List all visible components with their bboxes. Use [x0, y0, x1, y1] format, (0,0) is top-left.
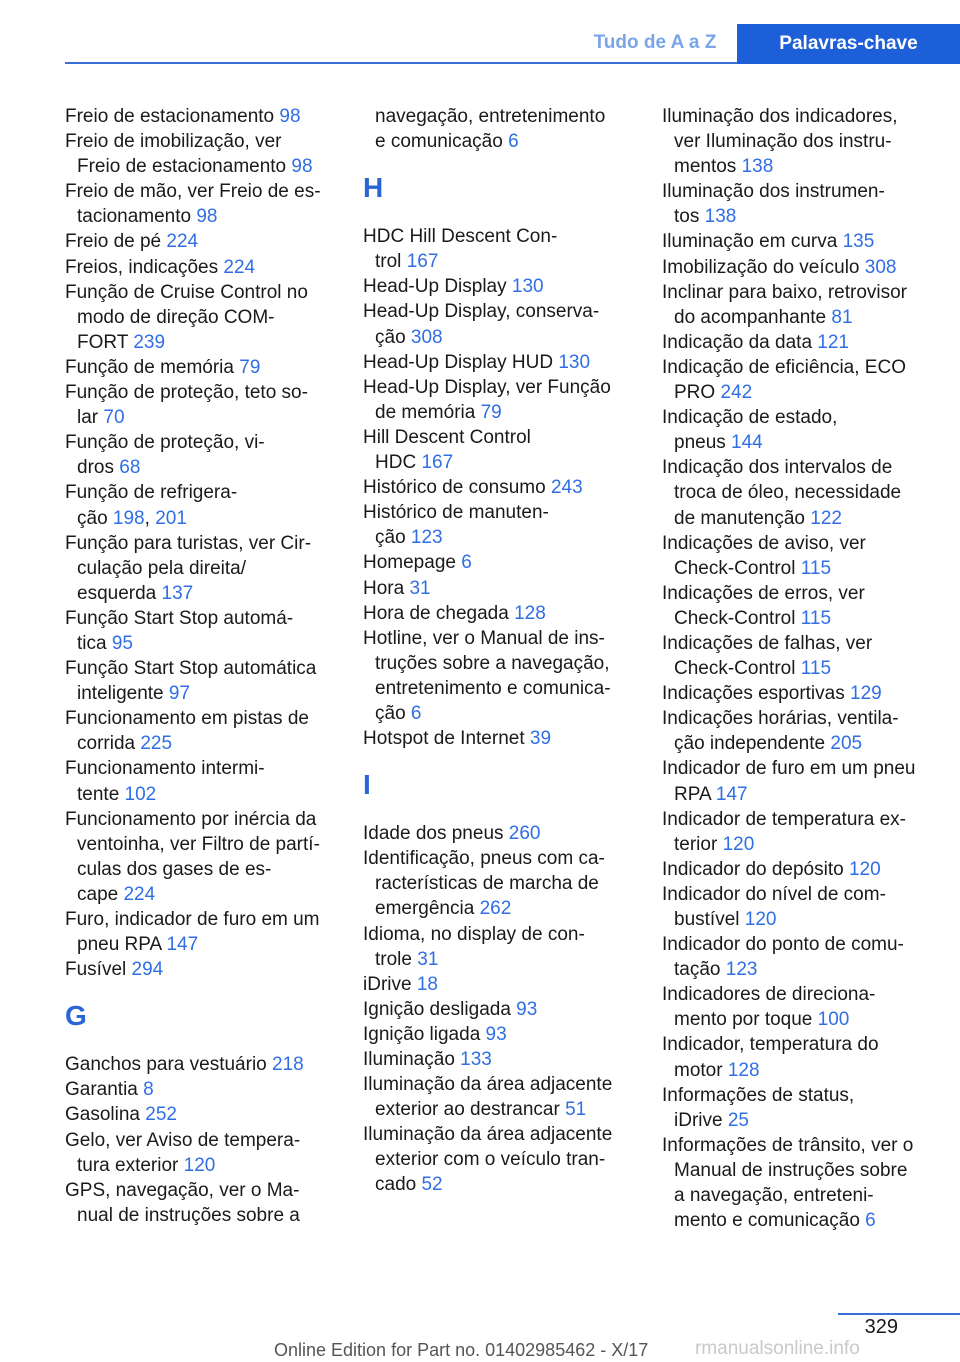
- page-link[interactable]: 167: [406, 251, 439, 273]
- entry-term: Informações de trânsito, ver o Manual de instruções sobre a navegação, entreteni- mento e comunicação: [662, 1134, 914, 1232]
- index-entry[interactable]: [662, 104, 940, 179]
- page-link[interactable]: 98: [291, 156, 313, 178]
- page-link[interactable]: 115: [800, 557, 832, 579]
- index-entry[interactable]: [363, 626, 641, 726]
- index-column-1: [65, 104, 343, 1228]
- page-link[interactable]: 98: [196, 206, 218, 228]
- entry-term: Função de proteção, teto so- lar: [65, 382, 308, 429]
- index-entry[interactable]: [363, 299, 641, 349]
- entry-term: Indicações de falhas, ver Check-Control: [662, 632, 873, 680]
- index-entry[interactable]: [65, 1052, 343, 1077]
- index-entry[interactable]: [363, 821, 641, 846]
- index-entry[interactable]: [65, 104, 343, 129]
- entry-term: Furo, indicador de furo em um pneu RPA: [65, 909, 320, 956]
- page-link[interactable]: 123: [410, 527, 443, 549]
- index-entry[interactable]: [662, 255, 940, 280]
- entry-term: Histórico de manuten- ção: [363, 502, 549, 549]
- page-link[interactable]: 79: [480, 401, 502, 423]
- page-link[interactable]: 130: [511, 276, 544, 298]
- page-link[interactable]: 115: [800, 658, 832, 680]
- index-entry[interactable]: [65, 430, 343, 480]
- index-entry[interactable]: [662, 1032, 940, 1082]
- entry-term: Freios, indicações: [65, 256, 224, 278]
- entry-term: Head-Up Display, ver Função de memória: [363, 376, 611, 423]
- index-entry[interactable]: [662, 455, 940, 530]
- index-entry[interactable]: [662, 1133, 940, 1233]
- watermark: rmanualsonline.info: [695, 1338, 860, 1359]
- entry-term: Iluminação da área adjacente exterior com o veículo tran- cado: [363, 1124, 613, 1196]
- index-entry[interactable]: [363, 601, 641, 626]
- page-link[interactable]: 138: [704, 206, 737, 228]
- entry-term: Indicação de eficiência, ECO PRO: [662, 356, 906, 404]
- index-entry[interactable]: [65, 1102, 343, 1127]
- page-link[interactable]: 120: [183, 1154, 216, 1176]
- page-link[interactable]: 97: [168, 683, 191, 705]
- entry-term: Função Start Stop automá- tica: [65, 607, 294, 654]
- entry-term: Informações de status, iDrive: [662, 1084, 855, 1131]
- page-link[interactable]: 102: [124, 783, 157, 805]
- index-entry[interactable]: [65, 807, 343, 907]
- index-entry[interactable]: [363, 425, 641, 475]
- entry-term: Idade dos pneus: [363, 823, 509, 845]
- section-letter: I: [363, 769, 371, 801]
- index-entry[interactable]: [65, 907, 343, 957]
- index-entry[interactable]: [363, 726, 641, 751]
- page-link[interactable]: 25: [727, 1109, 749, 1131]
- page-link[interactable]: 225: [140, 733, 173, 755]
- index-entry[interactable]: [662, 405, 940, 455]
- page-link[interactable]: 115: [800, 607, 832, 629]
- entry-term: Função de refrigera- ção: [65, 482, 238, 529]
- index-entry[interactable]: [363, 500, 641, 550]
- page-link[interactable]: 120: [744, 909, 777, 930]
- index-entry[interactable]: [662, 355, 940, 405]
- index-entry[interactable]: [65, 957, 343, 982]
- entry-term: Indicador do ponto de comu- tação: [662, 934, 904, 981]
- page-link[interactable]: 243: [550, 477, 583, 499]
- page-number: 329: [864, 1316, 898, 1338]
- page-link[interactable]: 122: [810, 507, 842, 529]
- entry-term: Ignição desligada: [363, 998, 517, 1020]
- page-link[interactable]: 137: [161, 582, 194, 604]
- section-letter: G: [65, 1000, 87, 1032]
- entry-term: Idioma, no display de con- trole: [363, 923, 585, 970]
- entry-term: Função de memória: [65, 356, 240, 378]
- entry-term: Fusível: [65, 959, 132, 981]
- entry-term: Indicadores de direciona- mento por toque: [662, 984, 876, 1031]
- page-link[interactable]: 201: [155, 507, 187, 529]
- entry-term: Head-Up Display HUD: [363, 351, 559, 373]
- page-link[interactable]: 68: [119, 457, 141, 479]
- index-entry[interactable]: [662, 229, 940, 254]
- index-entry[interactable]: [662, 280, 940, 330]
- page-link[interactable]: 6: [508, 131, 519, 153]
- entry-term: Identificação, pneus com ca- racterísticas de marcha de emergência: [363, 848, 605, 920]
- page-link[interactable]: 147: [166, 934, 199, 956]
- index-entry[interactable]: [662, 531, 940, 581]
- entry-term: Gelo, ver Aviso de tempera- tura exterior: [65, 1129, 301, 1176]
- index-entry[interactable]: [363, 972, 641, 997]
- index-entry[interactable]: [363, 1122, 641, 1197]
- entry-term: navegação, entretenimento e comunicação: [375, 106, 606, 153]
- entry-term: Head-Up Display, conserva- ção: [363, 301, 600, 348]
- entry-term: Homepage: [363, 552, 462, 574]
- page-link[interactable]: 128: [727, 1059, 760, 1081]
- index-entry[interactable]: [662, 756, 940, 806]
- page-link[interactable]: 6: [410, 702, 422, 724]
- entry-term: Indicações de erros, ver Check-Control: [662, 582, 865, 629]
- index-entry[interactable]: [65, 179, 343, 229]
- page-link[interactable]: 135: [842, 231, 875, 253]
- index-entry[interactable]: [662, 932, 940, 982]
- index-entry[interactable]: [363, 350, 641, 375]
- page-link[interactable]: 93: [516, 998, 538, 1020]
- page-link[interactable]: 252: [145, 1104, 177, 1126]
- entry-term: Ignição ligada: [363, 1023, 486, 1045]
- index-entry[interactable]: [65, 1178, 343, 1228]
- page-link[interactable]: 239: [133, 331, 166, 353]
- entry-term: Freio de mão, ver Freio de es- tacionamento: [65, 181, 321, 228]
- index-entry[interactable]: [363, 1072, 641, 1122]
- entry-term: Hotline, ver o Manual de ins- truções sobre a navegação, entretenimento e comunica- ção: [363, 627, 611, 724]
- tab-tudo-de-a-a-z[interactable]: Tudo de A a Z: [593, 32, 717, 53]
- index-entry[interactable]: [662, 807, 940, 857]
- index-entry[interactable]: [363, 274, 641, 299]
- page-link[interactable]: 260: [508, 823, 541, 845]
- entry-term: Iluminação dos indicadores, ver Iluminação dos instru- mentos: [662, 106, 898, 178]
- index-entry[interactable]: [363, 550, 641, 575]
- section-letter: H: [363, 172, 384, 204]
- edition-note: Online Edition for Part no. 01402985462 - X/17: [274, 1340, 649, 1360]
- page-link[interactable]: 218: [272, 1054, 304, 1076]
- entry-term: Indicador, temperatura do motor: [662, 1034, 879, 1081]
- index-entry[interactable]: [662, 330, 940, 355]
- entry-term: Freio de imobilização, ver Freio de estacionamento: [65, 131, 287, 178]
- entry-term: GPS, navegação, ver o Ma- nual de instruções sobre a: [65, 1179, 300, 1226]
- page-link[interactable]: 52: [421, 1174, 443, 1196]
- entry-term: Indicações horárias, ventila- ção independente: [662, 708, 899, 755]
- index-entry[interactable]: [662, 1083, 940, 1133]
- entry-term: Hora de chegada: [363, 602, 515, 624]
- index-entry[interactable]: [65, 606, 343, 656]
- page-link[interactable]: 242: [720, 382, 753, 404]
- page-link[interactable]: 147: [715, 783, 748, 805]
- entry-term: Freio de estacionamento: [65, 106, 280, 127]
- entry-term: Garantia: [65, 1079, 144, 1101]
- index-entry[interactable]: [662, 581, 940, 631]
- entry-term: Indicador do depósito: [662, 858, 849, 880]
- index-entry[interactable]: [65, 280, 343, 355]
- page-link[interactable]: 98: [279, 106, 301, 127]
- index-entry[interactable]: [363, 1047, 641, 1072]
- index-entry[interactable]: [662, 982, 940, 1032]
- page-link[interactable]: 70: [103, 407, 125, 429]
- entry-term: iDrive: [363, 973, 417, 995]
- entry-term: Imobilização do veículo: [662, 256, 865, 278]
- entry-term: Ganchos para vestuário: [65, 1054, 273, 1076]
- index-entry[interactable]: [65, 229, 343, 254]
- page-link[interactable]: 224: [166, 231, 199, 253]
- page-link[interactable]: 93: [485, 1023, 507, 1045]
- entry-term: Indicador do nível de com- bustível: [662, 883, 886, 930]
- entry-term: Indicações de aviso, ver Check-Control: [662, 532, 866, 579]
- page-link[interactable]: 224: [123, 883, 156, 905]
- page-link[interactable]: 51: [565, 1099, 587, 1121]
- page-link[interactable]: 128: [514, 602, 546, 624]
- page-link[interactable]: 8: [143, 1079, 154, 1101]
- page-link[interactable]: 123: [725, 959, 758, 981]
- entry-term: Head-Up Display: [363, 276, 512, 298]
- entry-term: Funcionamento intermi- tente: [65, 758, 265, 805]
- footer-rule: [838, 1313, 960, 1315]
- entry-term: Funcionamento por inércia da ventoinha, ver Filtro de partí- culas dos gases de es- cape: [65, 808, 320, 905]
- index-entry[interactable]: [65, 1077, 343, 1102]
- index-column-2: [363, 104, 641, 1198]
- entry-term: Freio de pé: [65, 231, 167, 253]
- entry-term: HDC Hill Descent Con- trol: [363, 226, 558, 273]
- page-link[interactable]: 205: [830, 733, 863, 755]
- index-entry[interactable]: [65, 756, 343, 806]
- entry-term: Inclinar para baixo, retrovisor do acompanhante: [662, 281, 907, 328]
- index-entry[interactable]: [65, 380, 343, 430]
- page-link[interactable]: 120: [722, 833, 755, 855]
- page-link[interactable]: 31: [417, 948, 439, 970]
- entry-term: Hill Descent Control HDC: [363, 426, 531, 474]
- index-entry[interactable]: Função de refrigera- ção 198, 201: [65, 482, 238, 529]
- index-entry[interactable]: [363, 375, 641, 425]
- index-entry[interactable]: [65, 531, 343, 606]
- page-link[interactable]: 308: [410, 326, 443, 348]
- index-entry[interactable]: [65, 355, 343, 380]
- page-link[interactable]: 121: [817, 331, 849, 353]
- index-entry[interactable]: [363, 997, 641, 1022]
- page-link[interactable]: 198: [112, 507, 145, 529]
- index-entry[interactable]: [363, 224, 641, 274]
- page-link[interactable]: 6: [461, 552, 472, 574]
- entry-term: Gasolina: [65, 1104, 146, 1126]
- page-link[interactable]: 129: [850, 683, 882, 705]
- page-link[interactable]: 79: [239, 356, 261, 378]
- index-entry[interactable]: [65, 1128, 343, 1178]
- page-link[interactable]: 144: [731, 432, 763, 454]
- page-link[interactable]: 138: [741, 156, 774, 178]
- index-entry[interactable]: [363, 1022, 641, 1047]
- index-entry[interactable]: [65, 129, 343, 179]
- entry-term: Hotspot de Internet: [363, 728, 530, 750]
- entry-term: Função para turistas, ver Cir- culação pela direita/ esquerda: [65, 532, 312, 604]
- page-link[interactable]: 262: [479, 898, 512, 920]
- index-entry[interactable]: [662, 179, 940, 229]
- index-entry[interactable]: [65, 656, 343, 706]
- index-entry[interactable]: [363, 104, 641, 154]
- entry-term: Hora: [363, 577, 410, 599]
- index-entry[interactable]: [662, 882, 940, 932]
- entry-term: Indicação da data: [662, 331, 818, 353]
- entry-term: Indicador de furo em um pneu RPA: [662, 758, 916, 805]
- entry-term: Indicação dos intervalos de troca de óleo, necessidade de manutenção: [662, 457, 902, 529]
- entry-term: Histórico de consumo: [363, 477, 551, 499]
- page-link[interactable]: 31: [409, 577, 431, 599]
- page-link[interactable]: 133: [460, 1049, 492, 1070]
- entry-term: Funcionamento em pistas de corrida: [65, 708, 309, 755]
- page-link[interactable]: 294: [131, 959, 164, 981]
- index-entry[interactable]: [662, 631, 940, 681]
- entry-term: Iluminação dos instrumen- tos: [662, 181, 885, 228]
- entry-term: Função de Cruise Control no modo de direção COM- FORT: [65, 281, 308, 353]
- entry-term: Iluminação em curva: [662, 231, 843, 253]
- page-link[interactable]: 130: [558, 351, 591, 373]
- tab-palavras-chave[interactable]: Palavras-chave: [737, 24, 960, 64]
- entry-term: Função Start Stop automática inteligente: [65, 658, 317, 705]
- entry-term: Função de proteção, vi- dros: [65, 432, 265, 479]
- page-link[interactable]: 81: [831, 306, 853, 328]
- index-entry[interactable]: [65, 255, 343, 280]
- page-link[interactable]: 308: [864, 256, 897, 278]
- index-entry[interactable]: [662, 681, 940, 706]
- index-column-3: [662, 104, 940, 1233]
- index-entry[interactable]: [363, 576, 641, 601]
- page-link[interactable]: 18: [416, 973, 438, 995]
- index-entry[interactable]: [363, 922, 641, 972]
- entry-term: Indicação de estado, pneus: [662, 407, 838, 454]
- index-entry[interactable]: [363, 475, 641, 500]
- page-link[interactable]: 167: [421, 452, 454, 474]
- entry-term: Iluminação: [363, 1049, 461, 1070]
- index-entry[interactable]: [662, 706, 940, 756]
- page-link[interactable]: 100: [817, 1009, 850, 1031]
- page-link[interactable]: 39: [529, 728, 552, 750]
- page-link[interactable]: 120: [848, 858, 881, 880]
- index-entry[interactable]: [65, 706, 343, 756]
- entry-term: Iluminação da área adjacente exterior ao destrancar: [363, 1074, 613, 1121]
- index-entry[interactable]: [662, 857, 940, 882]
- entry-term: Indicações esportivas: [662, 683, 850, 705]
- page-link[interactable]: 95: [111, 632, 133, 654]
- page-link[interactable]: 6: [865, 1210, 876, 1232]
- index-entry[interactable]: [363, 846, 641, 921]
- entry-term: Indicador de temperatura ex- terior: [662, 808, 906, 855]
- page-link[interactable]: 224: [223, 256, 256, 278]
